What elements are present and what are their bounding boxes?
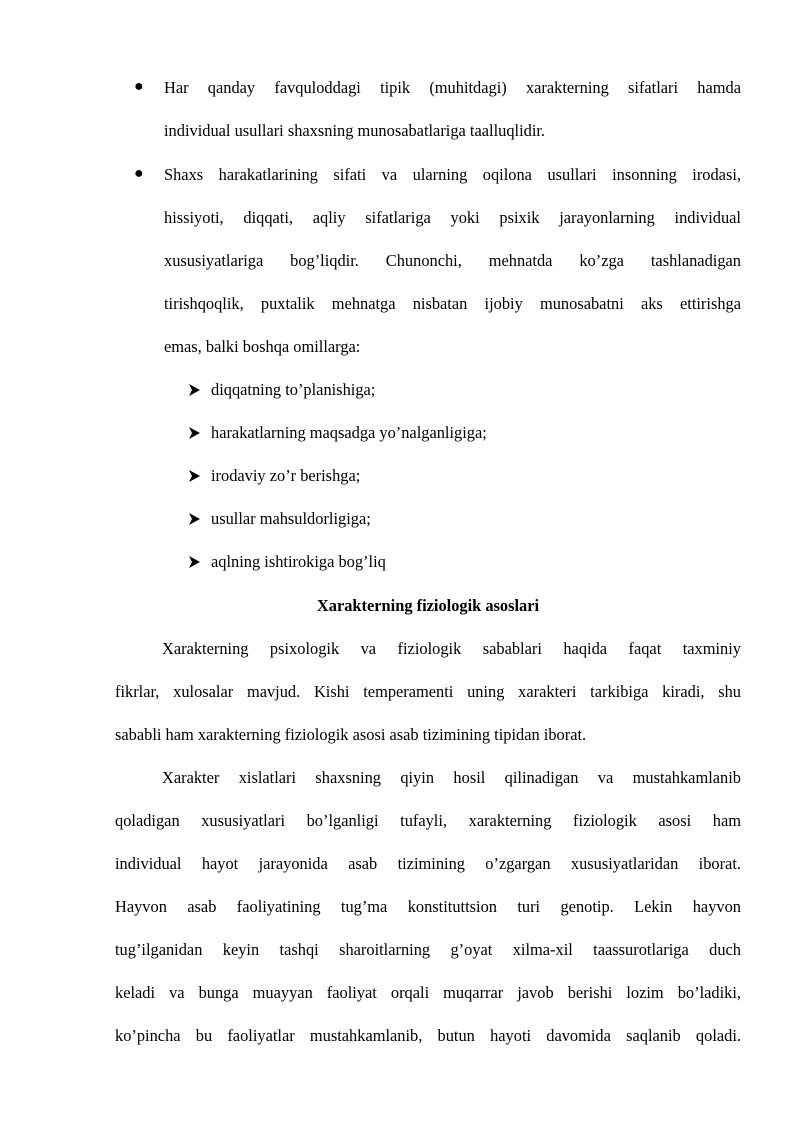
arrow-bullet-icon (187, 509, 203, 529)
paragraph-2-line-7: ko’pincha bu faoliyatlar mustahkamlanib, butun hayoti davomida saqlanib qoladi. (115, 1026, 741, 1045)
arrow-bullet-icon (187, 552, 203, 572)
section-heading: Xarakterning fiziologik asoslari (316, 596, 540, 615)
bullet-2-line-2: hissiyoti, diqqati, aqliy sifatlariga yoki psixik jarayonlarning individual (164, 208, 741, 227)
bullet-2-line-4: tirishqoqlik, puxtalik mehnatga nisbatan ijobiy munosabatni aks ettirishga (164, 294, 741, 313)
sub-item-2: harakatlarning maqsadga yo’nalganligiga; (211, 423, 487, 442)
arrow-bullet-icon (187, 466, 203, 486)
bullet-dot-icon: ● (134, 78, 144, 95)
paragraph-2-line-2: qoladigan xususiyatlari bo’lganligi tufayli, xarakterning fiziologik asosi ham (115, 811, 741, 830)
bullet-1-line-2: individual usullari shaxsning munosabatlariga taalluqlidir. (164, 121, 546, 140)
bullet-2-line-1: Shaxs harakatlarining sifati va ularning oqilona usullari insonning irodasi, (164, 165, 741, 184)
paragraph-2-line-3: individual hayot jarayonida asab tizimining o’zgargan xususiyatlaridan iborat. (115, 854, 741, 873)
paragraph-1-line-2: fikrlar, xulosalar mavjud. Kishi temperamenti uning xarakteri tarkibiga kiradi, shu (115, 682, 741, 701)
bullet-2-line-5: emas, balki boshqa omillarga: (164, 337, 361, 356)
arrow-bullet-icon (187, 423, 203, 443)
arrow-bullet-icon (187, 380, 203, 400)
paragraph-2-line-1: Xarakter xislatlari shaxsning qiyin hosil qilinadigan va mustahkamlanib (162, 768, 741, 787)
paragraph-1-line-1: Xarakterning psixologik va fiziologik sabablari haqida faqat taxminiy (162, 639, 741, 658)
sub-item-4: usullar mahsuldorligiga; (211, 509, 371, 528)
paragraph-2-line-5: tug’ilganidan keyin tashqi sharoitlarning g’oyat xilma-xil taassurotlariga duch (115, 940, 741, 959)
sub-item-3: irodaviy zo’r berishga; (211, 466, 361, 485)
bullet-2-line-3: xususiyatlariga bog’liqdir. Chunonchi, mehnatda ko’zga tashlanadigan (164, 251, 741, 270)
sub-item-5: aqlning ishtirokiga bog’liq (211, 552, 386, 571)
sub-item-1: diqqatning to’planishiga; (211, 380, 376, 399)
paragraph-1-line-3: sababli ham xarakterning fiziologik asosi asab tizimining tipidan iborat. (115, 725, 587, 744)
paragraph-2-line-4: Hayvon asab faoliyatining tug’ma konstituttsion turi genotip. Lekin hayvon (115, 897, 741, 916)
bullet-dot-icon: ● (134, 165, 144, 182)
bullet-1-line-1: Har qanday favquloddagi tipik (muhitdagi) xarakterning sifatlari hamda (164, 78, 741, 97)
paragraph-2-line-6: keladi va bunga muayyan faoliyat orqali muqarrar javob berishi lozim bo’ladiki, (115, 983, 741, 1002)
